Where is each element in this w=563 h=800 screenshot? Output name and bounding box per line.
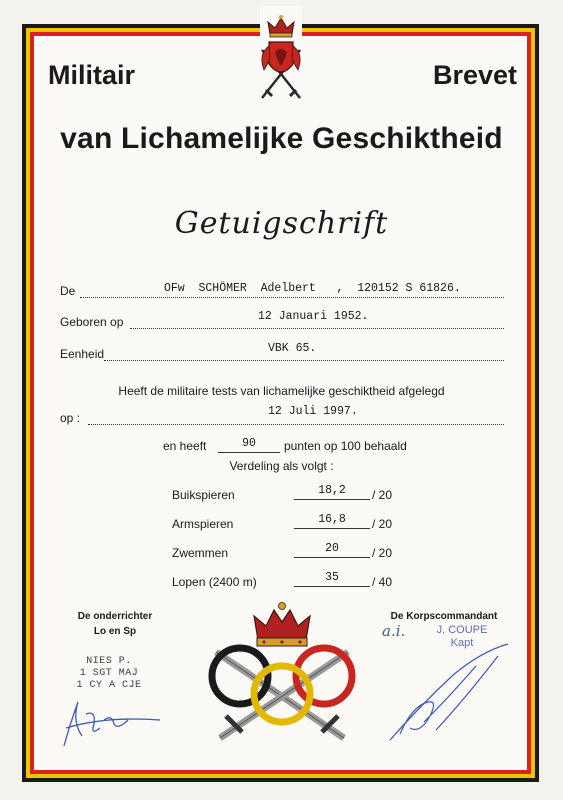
score-label-lopen: Lopen (2400 m) [172,575,257,589]
crest-emblem-icon [246,6,316,106]
score-line [294,557,370,558]
certificate-subtitle: Getuigschrift [174,206,389,241]
certificate-title: van Lichamelijke Geschiktheid [60,122,503,155]
crown-icon [254,603,310,647]
score-value-buikspieren: 18,2 [318,484,346,497]
field-born-label: Geboren op [60,315,124,329]
score-max-buikspieren: / 20 [372,488,393,502]
score-value-armspieren: 16,8 [318,513,346,526]
field-born-value: 12 Januari 1952. [258,310,369,323]
left-stamp-line-3: 1 CY A CJE [76,680,142,691]
left-signature-icon [56,684,166,754]
header-left-word: Militair [48,60,136,90]
score-value-lopen: 35 [325,571,339,584]
points-prefix: en heeft [163,439,207,453]
right-stamp-line-1: J. COUPE [436,624,488,636]
left-signatory-title [60,609,170,639]
score-value-zwemmen: 20 [325,542,339,555]
score-line [294,586,370,587]
points-line [218,452,280,453]
field-de-label: De [60,284,76,298]
points-suffix: punten op 100 behaald [284,439,407,453]
field-unit-label: Eenheid [60,347,105,361]
field-unit-line [104,360,504,361]
right-signatory-title: De Korpscommandant [390,611,498,622]
score-label-buikspieren: Buikspieren [172,488,235,502]
right-signature-icon [380,636,520,748]
score-max-zwemmen: / 20 [372,546,393,560]
score-line [294,528,370,529]
left-signatory-title-1: De onderrichter [77,611,153,622]
left-signatory-title-2: Lo en Sp [93,626,137,637]
sports-rings-emblem-icon [194,598,370,748]
three-rings-icon [212,648,352,722]
statement-date-value: 12 Juli 1997. [268,405,358,418]
header-right-word: Brevet [432,60,517,90]
breakdown-label: Verdeling als volgt : [229,459,334,473]
score-max-armspieren: / 20 [372,517,393,531]
field-de-line [80,297,504,298]
statement-date-line [88,424,504,425]
points-value: 90 [242,437,256,450]
field-born-line [130,328,504,329]
right-stamp-line-2: Kapt [450,637,474,649]
score-label-armspieren: Armspieren [172,517,234,531]
left-stamp-line-1: NIES P. [86,656,132,667]
score-label-zwemmen: Zwemmen [172,546,229,560]
field-de-value: OFw SCHÖMER Adelbert , 120152 S 61826. [164,282,461,295]
statement-text: Heeft de militaire tests van lichamelijke geschiktheid afgelegd [118,384,445,398]
left-stamp-line-2: 1 SGT MAJ [79,668,139,679]
field-unit-value: VBK 65. [268,342,317,355]
score-line [294,499,370,500]
score-max-lopen: / 40 [372,575,393,589]
right-signatory-prefix: a.i. [382,622,406,640]
statement-op-label: op : [60,411,81,425]
